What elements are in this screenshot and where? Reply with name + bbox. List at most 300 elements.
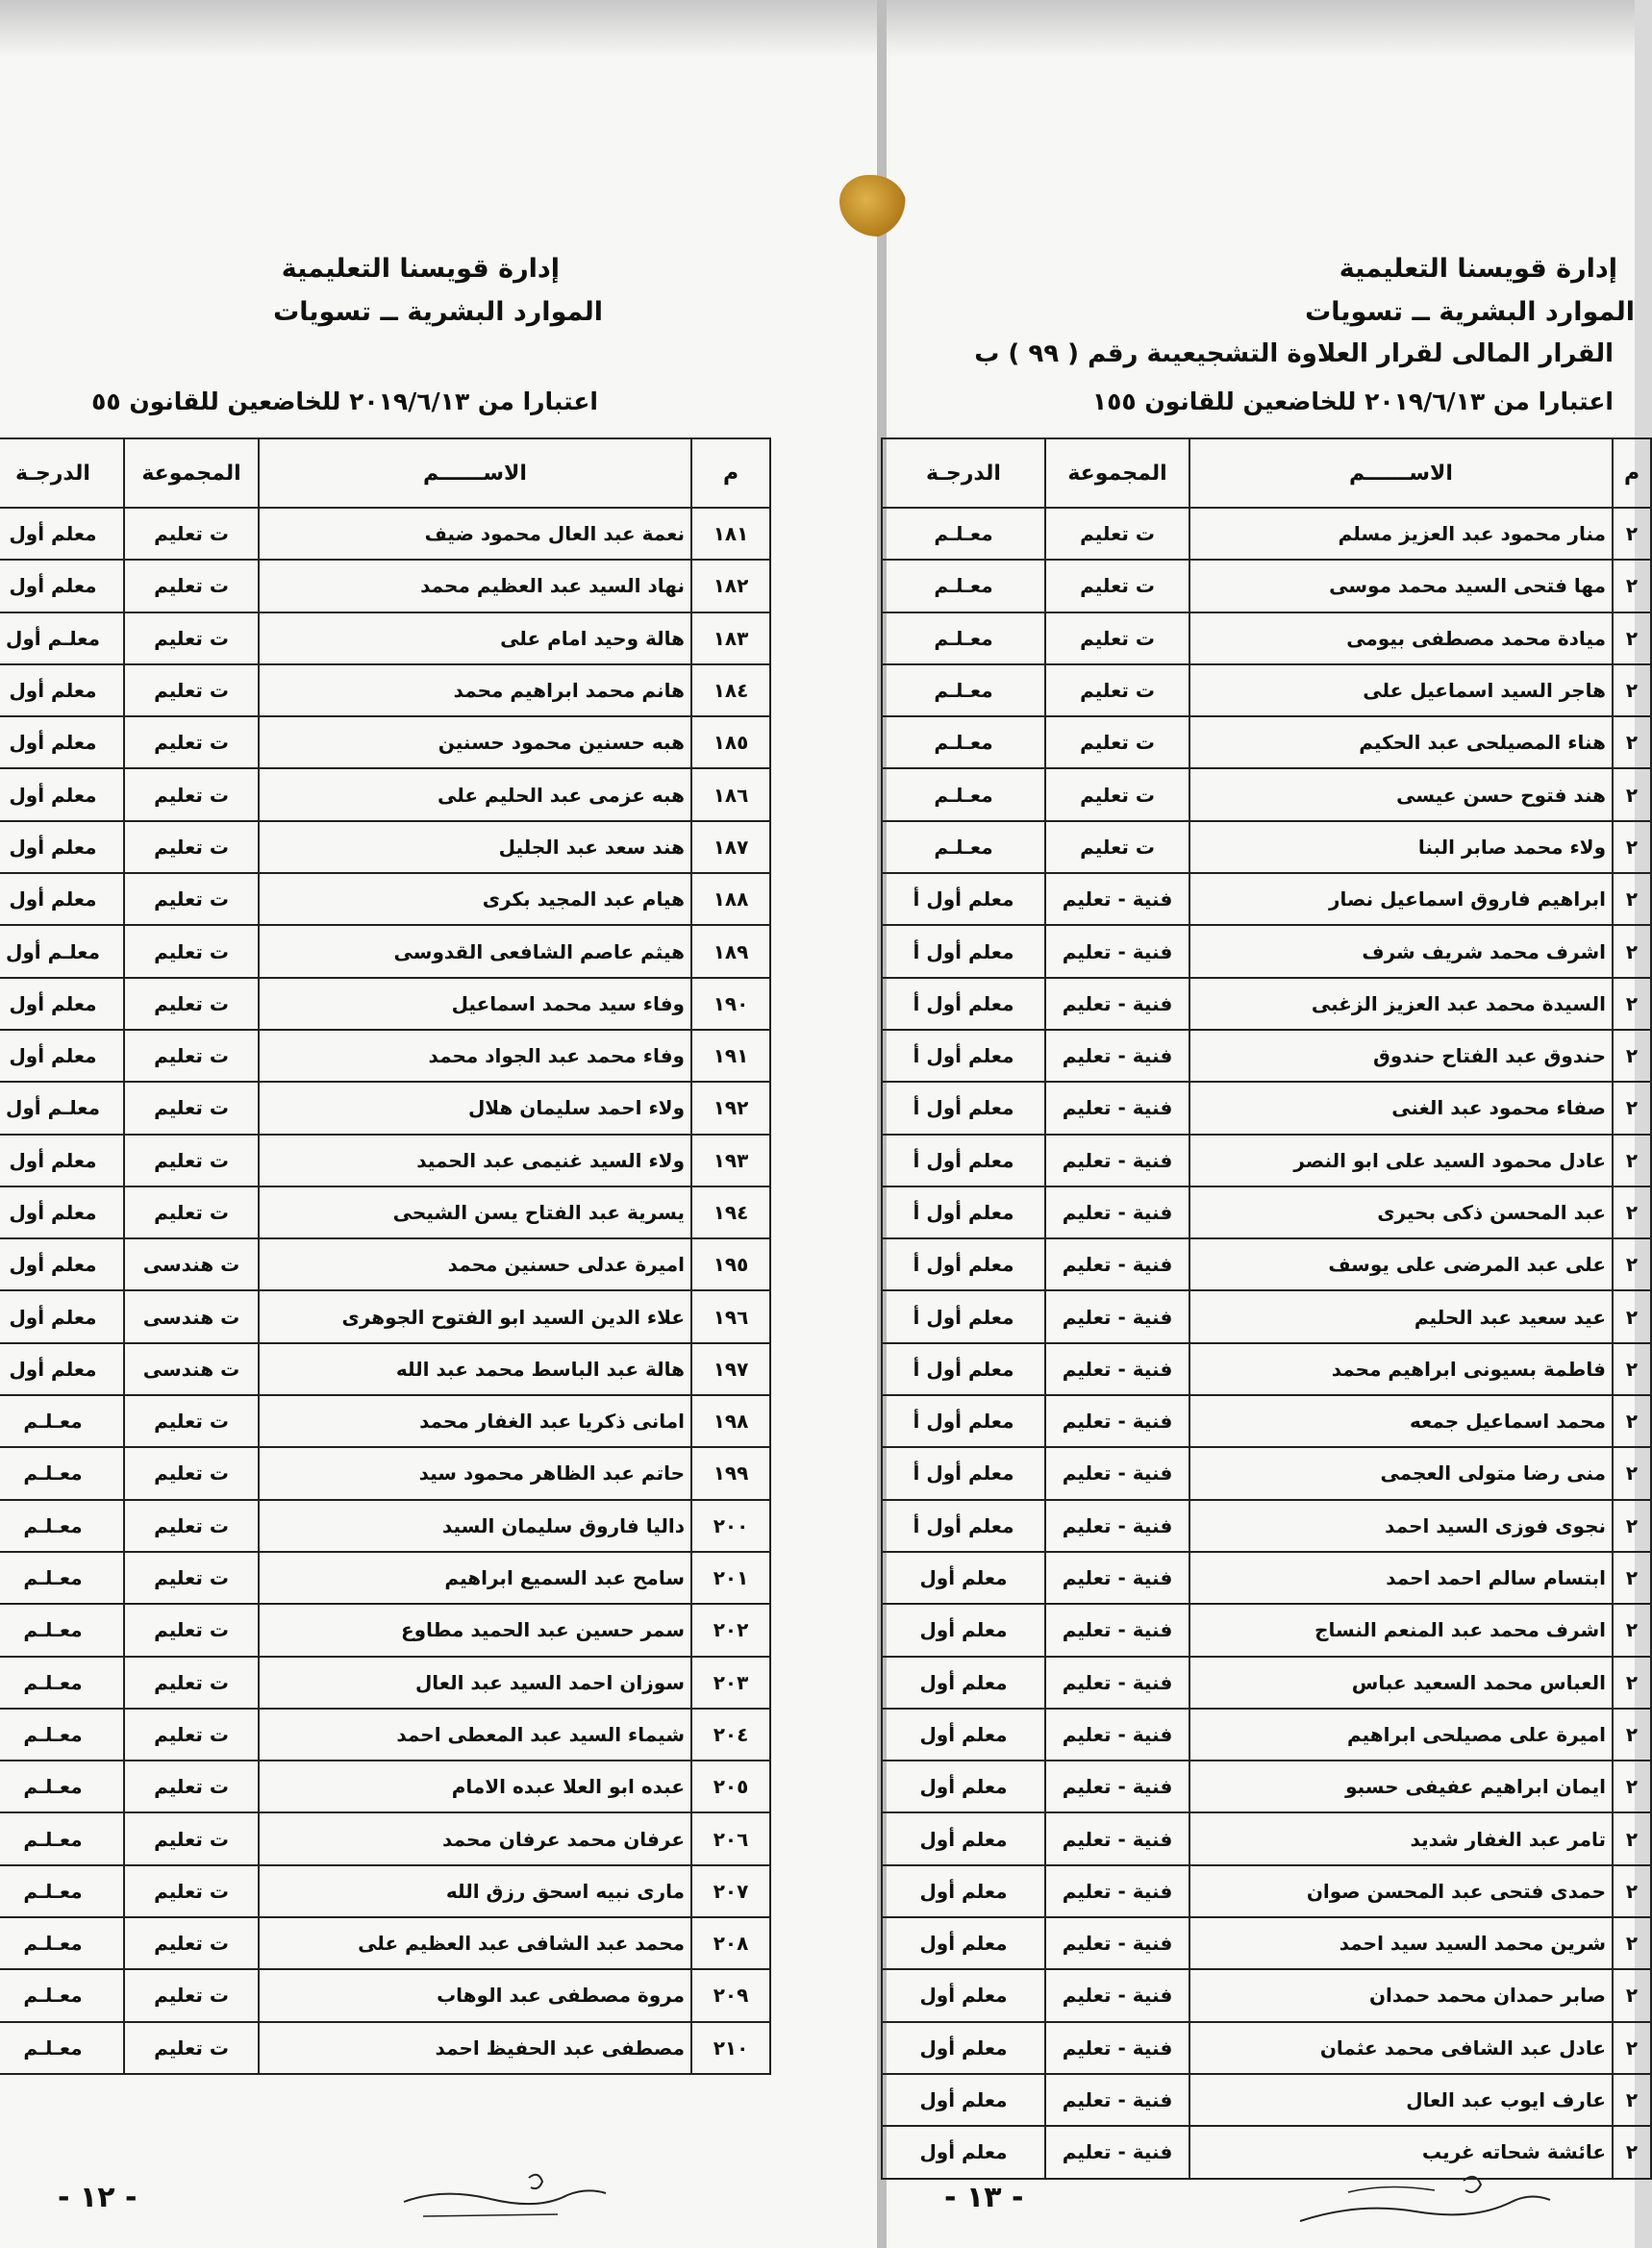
row-group: فنية - تعليم bbox=[1045, 1657, 1189, 1709]
table-row bbox=[882, 1447, 1651, 1499]
row-grade: معلم أول bbox=[0, 873, 124, 925]
row-group: فنية - تعليم bbox=[1045, 925, 1189, 977]
table-row bbox=[882, 1865, 1651, 1917]
row-grade: معلم أول bbox=[882, 1865, 1045, 1917]
row-grade: معلم أول bbox=[882, 1761, 1045, 1812]
row-group: ت تعليم bbox=[124, 1395, 259, 1447]
row-name: منى رضا متولى العجمى bbox=[1189, 1447, 1613, 1499]
row-number: ١٨٤ bbox=[691, 664, 770, 716]
row-name: تامر عبد الغفار شديد bbox=[1189, 1812, 1613, 1864]
row-name: هانم محمد ابراهيم محمد bbox=[259, 664, 691, 716]
row-grade: معـلـم bbox=[0, 1447, 124, 1499]
row-number: ٢ bbox=[1613, 925, 1651, 977]
row-name: منار محمود عبد العزيز مسلم bbox=[1189, 508, 1613, 560]
right-page-number: - ١٣ - bbox=[944, 2181, 1024, 2214]
right-header-block3 bbox=[974, 338, 1614, 371]
row-number: ١٩٤ bbox=[691, 1186, 770, 1238]
row-name: حاتم عبد الظاهر محمود سيد bbox=[259, 1447, 691, 1499]
row-group: ت تعليم bbox=[124, 508, 259, 560]
row-number: ٢ bbox=[1613, 821, 1651, 873]
table-row bbox=[882, 1500, 1651, 1552]
row-grade: معلم أول bbox=[0, 1290, 124, 1342]
table-row bbox=[882, 978, 1651, 1030]
table-row bbox=[882, 1238, 1651, 1290]
row-number: ٢ bbox=[1613, 1709, 1651, 1761]
row-number: ٢٠٤ bbox=[691, 1709, 770, 1761]
row-group: ت تعليم bbox=[124, 1186, 259, 1238]
row-name: ولاء محمد صابر البنا bbox=[1189, 821, 1613, 873]
row-grade: معلم أول bbox=[0, 1343, 124, 1395]
row-group: ت تعليم bbox=[124, 2022, 259, 2074]
table-row bbox=[882, 1709, 1651, 1761]
row-grade: معـلـم bbox=[0, 1709, 124, 1761]
row-group: فنية - تعليم bbox=[1045, 1135, 1189, 1186]
row-number: ١٨٣ bbox=[691, 612, 770, 664]
table-row bbox=[882, 1186, 1651, 1238]
table-row bbox=[882, 664, 1651, 716]
row-grade: معـلـم bbox=[882, 664, 1045, 716]
row-group: فنية - تعليم bbox=[1045, 1761, 1189, 1812]
row-name: ولاء احمد سليمان هلال bbox=[259, 1082, 691, 1134]
row-grade: معـلـم bbox=[882, 560, 1045, 612]
row-number: ٢٠٦ bbox=[691, 1812, 770, 1864]
row-group: ت تعليم bbox=[1045, 560, 1189, 612]
row-group: ت تعليم bbox=[124, 1552, 259, 1604]
row-group: ت تعليم bbox=[124, 925, 259, 977]
row-number: ٢٠٧ bbox=[691, 1865, 770, 1917]
row-grade: معلم أول bbox=[0, 560, 124, 612]
table-row bbox=[0, 612, 770, 664]
row-grade: معلم أول أ bbox=[882, 1082, 1045, 1134]
row-grade: معلم أول bbox=[0, 1238, 124, 1290]
row-name: داليا فاروق سليمان السيد bbox=[259, 1500, 691, 1552]
table-row bbox=[882, 716, 1651, 768]
row-grade: معلم أول أ bbox=[882, 1135, 1045, 1186]
row-grade: معـلـم bbox=[0, 1917, 124, 1969]
row-number: ١٩٢ bbox=[691, 1082, 770, 1134]
table-row bbox=[882, 1082, 1651, 1134]
row-number: ٢ bbox=[1613, 1186, 1651, 1238]
row-grade: معلم أول bbox=[882, 1552, 1045, 1604]
left-header-block4 bbox=[0, 387, 877, 425]
table-row bbox=[882, 1812, 1651, 1864]
row-grade: معلم أول bbox=[0, 664, 124, 716]
table-row bbox=[882, 2022, 1651, 2074]
row-number: ٢٠٥ bbox=[691, 1761, 770, 1812]
row-number: ٢ bbox=[1613, 768, 1651, 820]
row-group: فنية - تعليم bbox=[1045, 1030, 1189, 1082]
table-row bbox=[0, 1969, 770, 2021]
row-number: ٢ bbox=[1613, 716, 1651, 768]
row-group: فنية - تعليم bbox=[1045, 1709, 1189, 1761]
row-number: ١٩٩ bbox=[691, 1447, 770, 1499]
table-row bbox=[0, 821, 770, 873]
row-grade: معـلـم bbox=[0, 1395, 124, 1447]
col-name-header: الاســــــم bbox=[259, 438, 691, 508]
row-grade: معـلـم bbox=[882, 821, 1045, 873]
row-number: ٢ bbox=[1613, 1604, 1651, 1656]
row-number: ٢ bbox=[1613, 508, 1651, 560]
row-number: ٢ bbox=[1613, 1082, 1651, 1134]
row-grade: معلم أول bbox=[882, 1812, 1045, 1864]
row-grade: معلم أول bbox=[882, 2074, 1045, 2126]
row-group: ت تعليم bbox=[124, 1030, 259, 1082]
table-row bbox=[882, 612, 1651, 664]
row-grade: معـلـم bbox=[0, 1657, 124, 1709]
row-group: ت هندسى bbox=[124, 1343, 259, 1395]
row-group: فنية - تعليم bbox=[1045, 2126, 1189, 2178]
row-grade: معلم أول bbox=[0, 1135, 124, 1186]
row-grade: معـلـم bbox=[0, 1969, 124, 2021]
row-number: ١٩٧ bbox=[691, 1343, 770, 1395]
row-grade: معـلـم bbox=[0, 1812, 124, 1864]
row-grade: معلم أول bbox=[0, 716, 124, 768]
row-grade: معـلـم bbox=[882, 612, 1045, 664]
row-number: ٢ bbox=[1613, 1343, 1651, 1395]
row-number: ٢ bbox=[1613, 873, 1651, 925]
table-row bbox=[0, 1186, 770, 1238]
row-grade: معلم أول أ bbox=[882, 978, 1045, 1030]
left-header bbox=[282, 252, 560, 286]
left-signature-icon bbox=[385, 2159, 635, 2226]
row-number: ٢ bbox=[1613, 1657, 1651, 1709]
table-row bbox=[0, 508, 770, 560]
row-number: ٢ bbox=[1613, 1238, 1651, 1290]
row-group: فنية - تعليم bbox=[1045, 873, 1189, 925]
table-row bbox=[882, 821, 1651, 873]
row-group: فنية - تعليم bbox=[1045, 1447, 1189, 1499]
row-name: نجوى فوزى السيد احمد bbox=[1189, 1500, 1613, 1552]
row-name: عارف ايوب عبد العال bbox=[1189, 2074, 1613, 2126]
row-group: ت تعليم bbox=[124, 1657, 259, 1709]
row-name: حمدى فتحى عبد المحسن صوان bbox=[1189, 1865, 1613, 1917]
row-group: ت تعليم bbox=[124, 1969, 259, 2021]
row-group: ت تعليم bbox=[124, 978, 259, 1030]
row-grade: معلم أول أ bbox=[882, 1186, 1045, 1238]
right-header-line3: القرار المالى لقرار العلاوة التشجيعيىة رقم ( ٩٩ ) ب bbox=[974, 339, 1614, 368]
row-number: ١٨٧ bbox=[691, 821, 770, 873]
row-grade: معـلـم bbox=[0, 1761, 124, 1812]
row-name: السيدة محمد عبد العزيز الزغبى bbox=[1189, 978, 1613, 1030]
row-name: عادل عبد الشافى محمد عثمان bbox=[1189, 2022, 1613, 2074]
table-row bbox=[0, 1917, 770, 1969]
right-header-line1: إدارة قويسنا التعليمية bbox=[1339, 254, 1617, 284]
row-number: ١٩٨ bbox=[691, 1395, 770, 1447]
row-group: ت تعليم bbox=[1045, 716, 1189, 768]
row-name: هيثم عاصم الشافعى القدوسى bbox=[259, 925, 691, 977]
row-group: فنية - تعليم bbox=[1045, 1186, 1189, 1238]
row-name: مها فتحى السيد محمد موسى bbox=[1189, 560, 1613, 612]
row-group: ت تعليم bbox=[1045, 664, 1189, 716]
row-number: ٢ bbox=[1613, 1552, 1651, 1604]
col-grade-header: الدرجـة bbox=[0, 438, 124, 508]
table-row bbox=[882, 1761, 1651, 1812]
row-group: ت هندسى bbox=[124, 1290, 259, 1342]
row-group: ت هندسى bbox=[124, 1238, 259, 1290]
row-group: فنية - تعليم bbox=[1045, 1969, 1189, 2021]
row-group: ت تعليم bbox=[124, 768, 259, 820]
row-name: مارى نبيه اسحق رزق الله bbox=[259, 1865, 691, 1917]
row-group: فنية - تعليم bbox=[1045, 1552, 1189, 1604]
row-grade: معـلـم bbox=[0, 1865, 124, 1917]
row-number: ١٩٦ bbox=[691, 1290, 770, 1342]
row-name: عائشة شحاته غريب bbox=[1189, 2126, 1613, 2178]
table-row bbox=[882, 2074, 1651, 2126]
table-row bbox=[0, 1500, 770, 1552]
table-row bbox=[882, 508, 1651, 560]
table-row bbox=[0, 560, 770, 612]
row-number: ٢ bbox=[1613, 612, 1651, 664]
row-number: ٢٠١ bbox=[691, 1552, 770, 1604]
table-row bbox=[882, 1135, 1651, 1186]
row-grade: معلم أول bbox=[0, 821, 124, 873]
row-name: وفاء سيد محمد اسماعيل bbox=[259, 978, 691, 1030]
row-number: ٢٠٣ bbox=[691, 1657, 770, 1709]
table-row bbox=[0, 768, 770, 820]
row-group: ت تعليم bbox=[124, 1135, 259, 1186]
row-grade: معلم أول bbox=[0, 1186, 124, 1238]
row-group: فنية - تعليم bbox=[1045, 2074, 1189, 2126]
row-name: ايمان ابراهيم عفيفى حسبو bbox=[1189, 1761, 1613, 1812]
row-name: هند سعد عبد الجليل bbox=[259, 821, 691, 873]
table-row bbox=[0, 1238, 770, 1290]
row-group: فنية - تعليم bbox=[1045, 1082, 1189, 1134]
row-name: وفاء محمد عبد الجواد محمد bbox=[259, 1030, 691, 1082]
left-table bbox=[0, 437, 771, 2075]
table-row bbox=[882, 1552, 1651, 1604]
row-group: فنية - تعليم bbox=[1045, 978, 1189, 1030]
row-name: اشرف محمد شريف شرف bbox=[1189, 925, 1613, 977]
row-group: ت تعليم bbox=[124, 1500, 259, 1552]
row-number: ٢ bbox=[1613, 1812, 1651, 1864]
row-name: اميرة على مصيلحى ابراهيم bbox=[1189, 1709, 1613, 1761]
row-group: ت تعليم bbox=[1045, 821, 1189, 873]
table-row bbox=[882, 1604, 1651, 1656]
table-row bbox=[0, 1552, 770, 1604]
row-name: سوزان احمد السيد عبد العال bbox=[259, 1657, 691, 1709]
row-number: ٢ bbox=[1613, 1447, 1651, 1499]
col-group-header: المجموعة bbox=[124, 438, 259, 508]
row-group: ت تعليم bbox=[124, 1604, 259, 1656]
row-group: ت تعليم bbox=[124, 1812, 259, 1864]
col-name-header: الاســــــم bbox=[1189, 438, 1613, 508]
row-number: ٢٠٠ bbox=[691, 1500, 770, 1552]
row-name: سامح عبد السميع ابراهيم bbox=[259, 1552, 691, 1604]
table-row bbox=[0, 1761, 770, 1812]
row-name: نهاد السيد عبد العظيم محمد bbox=[259, 560, 691, 612]
row-group: ت تعليم bbox=[1045, 508, 1189, 560]
left-table-body bbox=[0, 508, 770, 2074]
row-group: ت تعليم bbox=[124, 1709, 259, 1761]
row-grade: معلم أول أ bbox=[882, 1395, 1045, 1447]
table-row bbox=[882, 1969, 1651, 2021]
row-grade: معلـم أول bbox=[0, 925, 124, 977]
table-row bbox=[882, 560, 1651, 612]
row-number: ٢ bbox=[1613, 1395, 1651, 1447]
row-name: هالة عبد الباسط محمد عبد الله bbox=[259, 1343, 691, 1395]
row-number: ٢ bbox=[1613, 664, 1651, 716]
row-grade: معلم أول أ bbox=[882, 1290, 1045, 1342]
row-group: فنية - تعليم bbox=[1045, 1917, 1189, 1969]
row-name: عرفان محمد عرفان محمد bbox=[259, 1812, 691, 1864]
row-name: هبه حسنين محمود حسنين bbox=[259, 716, 691, 768]
row-name: سمر حسين عبد الحميد مطاوع bbox=[259, 1604, 691, 1656]
row-grade: معلم أول bbox=[0, 508, 124, 560]
row-name: على عبد المرضى على يوسف bbox=[1189, 1238, 1613, 1290]
table-row bbox=[882, 1395, 1651, 1447]
row-group: ت تعليم bbox=[124, 1761, 259, 1812]
row-name: اميرة عدلى حسنين محمد bbox=[259, 1238, 691, 1290]
table-row bbox=[882, 1917, 1651, 1969]
row-name: محمد عبد الشافى عبد العظيم على bbox=[259, 1917, 691, 1969]
row-number: ١٩١ bbox=[691, 1030, 770, 1082]
row-name: هناء المصيلحى عبد الحكيم bbox=[1189, 716, 1613, 768]
table-row bbox=[882, 873, 1651, 925]
row-name: امانى ذكريا عبد الغفار محمد bbox=[259, 1395, 691, 1447]
row-name: مروة مصطفى عبد الوهاب bbox=[259, 1969, 691, 2021]
table-row bbox=[882, 1657, 1651, 1709]
row-grade: معـلـم bbox=[882, 768, 1045, 820]
row-name: محمد اسماعيل جمعه bbox=[1189, 1395, 1613, 1447]
row-group: ت تعليم bbox=[124, 1865, 259, 1917]
row-group: ت تعليم bbox=[124, 612, 259, 664]
col-group-header: المجموعة bbox=[1045, 438, 1189, 508]
row-name: صفاء محمود عبد الغنى bbox=[1189, 1082, 1613, 1134]
table-row bbox=[0, 1812, 770, 1864]
row-name: عيد سعيد عبد الحليم bbox=[1189, 1290, 1613, 1342]
row-number: ٢ bbox=[1613, 2126, 1651, 2178]
table-row bbox=[0, 1709, 770, 1761]
row-name: علاء الدين السيد ابو الفتوح الجوهرى bbox=[259, 1290, 691, 1342]
col-num-header: م bbox=[1613, 438, 1651, 508]
row-number: ١٨٦ bbox=[691, 768, 770, 820]
row-grade: معلم أول bbox=[882, 1604, 1045, 1656]
row-name: شرين محمد السيد سيد احمد bbox=[1189, 1917, 1613, 1969]
col-num-header: م bbox=[691, 438, 770, 508]
table-row bbox=[0, 716, 770, 768]
row-name: عبد المحسن ذكى بحيرى bbox=[1189, 1186, 1613, 1238]
row-name: ميادة محمد مصطفى بيومى bbox=[1189, 612, 1613, 664]
row-name: هالة وحيد امام على bbox=[259, 612, 691, 664]
row-number: ١٨٨ bbox=[691, 873, 770, 925]
row-grade: معـلـم bbox=[0, 2022, 124, 2074]
row-grade: معلم أول bbox=[882, 1657, 1045, 1709]
row-number: ١٨٥ bbox=[691, 716, 770, 768]
row-group: ت تعليم bbox=[124, 873, 259, 925]
row-grade: معلم أول أ bbox=[882, 1343, 1045, 1395]
row-group: ت تعليم bbox=[124, 1917, 259, 1969]
right-signature-icon bbox=[1290, 2163, 1560, 2240]
row-grade: معـلـم bbox=[882, 716, 1045, 768]
table-row bbox=[882, 925, 1651, 977]
left-header-line2: الموارد البشرية ــ تسويات bbox=[273, 297, 603, 327]
row-number: ١٨٩ bbox=[691, 925, 770, 977]
row-name: عبده ابو العلا عبده الامام bbox=[259, 1761, 691, 1812]
table-row bbox=[0, 1604, 770, 1656]
row-number: ٢٠٩ bbox=[691, 1969, 770, 2021]
row-grade: معـلـم bbox=[0, 1500, 124, 1552]
table-row bbox=[0, 1135, 770, 1186]
row-grade: معلم أول bbox=[0, 978, 124, 1030]
row-group: فنية - تعليم bbox=[1045, 2022, 1189, 2074]
table-row bbox=[0, 1030, 770, 1082]
table-row bbox=[0, 1865, 770, 1917]
row-group: ت تعليم bbox=[124, 664, 259, 716]
row-number: ١٩٥ bbox=[691, 1238, 770, 1290]
row-name: هبه عزمى عبد الحليم على bbox=[259, 768, 691, 820]
row-group: ت تعليم bbox=[124, 560, 259, 612]
row-name: مصطفى عبد الحفيظ احمد bbox=[259, 2022, 691, 2074]
row-group: ت تعليم bbox=[124, 1447, 259, 1499]
row-number: ٢ bbox=[1613, 560, 1651, 612]
row-name: فاطمة بسيونى ابراهيم محمد bbox=[1189, 1343, 1613, 1395]
row-name: ابتسام سالم احمد احمد bbox=[1189, 1552, 1613, 1604]
table-row bbox=[0, 2022, 770, 2074]
row-grade: معلم أول أ bbox=[882, 1500, 1045, 1552]
row-name: عادل محمود السيد على ابو النصر bbox=[1189, 1135, 1613, 1186]
left-page-number: - ١٢ - bbox=[58, 2181, 138, 2214]
table-row bbox=[0, 1343, 770, 1395]
row-group: فنية - تعليم bbox=[1045, 1604, 1189, 1656]
row-grade: معلم أول bbox=[0, 1030, 124, 1082]
row-number: ٢١٠ bbox=[691, 2022, 770, 2074]
row-number: ٢ bbox=[1613, 978, 1651, 1030]
row-grade: معلم أول bbox=[882, 1917, 1045, 1969]
row-number: ١٨١ bbox=[691, 508, 770, 560]
row-number: ٢ bbox=[1613, 1135, 1651, 1186]
row-name: هاجر السيد اسماعيل على bbox=[1189, 664, 1613, 716]
row-number: ١٩٣ bbox=[691, 1135, 770, 1186]
row-name: العباس محمد السعيد عباس bbox=[1189, 1657, 1613, 1709]
row-name: حندوق عبد الفتاح حندوق bbox=[1189, 1030, 1613, 1082]
row-name: ولاء السيد غنيمى عبد الحميد bbox=[259, 1135, 691, 1186]
right-header-block4 bbox=[1092, 387, 1614, 418]
row-grade: معلم أول أ bbox=[882, 1238, 1045, 1290]
right-header-line4: اعتبارا من ٢٠١٩/٦/١٣ للخاضعين للقانون ١٥٥ bbox=[1091, 387, 1614, 415]
table-row bbox=[0, 925, 770, 977]
col-grade-header: الدرجـة bbox=[882, 438, 1045, 508]
row-group: ت تعليم bbox=[1045, 768, 1189, 820]
row-group: ت تعليم bbox=[124, 1082, 259, 1134]
row-number: ٢٠٢ bbox=[691, 1604, 770, 1656]
row-name: صابر حمدان محمد حمدان bbox=[1189, 1969, 1613, 2021]
table-row bbox=[882, 1343, 1651, 1395]
right-header-block2 bbox=[1305, 295, 1635, 329]
row-grade: معلم أول أ bbox=[882, 1447, 1045, 1499]
row-group: فنية - تعليم bbox=[1045, 1812, 1189, 1864]
row-grade: معلم أول bbox=[882, 2126, 1045, 2178]
row-name: هيام عبد المجيد بكرى bbox=[259, 873, 691, 925]
row-grade: معلم أول أ bbox=[882, 1030, 1045, 1082]
left-header-block2 bbox=[273, 295, 603, 329]
right-table-body bbox=[882, 508, 1651, 2179]
row-group: فنية - تعليم bbox=[1045, 1395, 1189, 1447]
row-number: ٢ bbox=[1613, 1917, 1651, 1969]
row-name: هند فتوح حسن عيسى bbox=[1189, 768, 1613, 820]
row-grade: معلم أول bbox=[0, 768, 124, 820]
row-group: فنية - تعليم bbox=[1045, 1500, 1189, 1552]
row-name: شيماء السيد عبد المعطى احمد bbox=[259, 1709, 691, 1761]
row-number: ٢ bbox=[1613, 1761, 1651, 1812]
right-table-header-row bbox=[882, 438, 1651, 508]
row-group: ت تعليم bbox=[1045, 612, 1189, 664]
row-grade: معلم أول أ bbox=[882, 873, 1045, 925]
row-grade: معلم أول bbox=[882, 1709, 1045, 1761]
row-number: ١٩٠ bbox=[691, 978, 770, 1030]
row-grade: معلم أول bbox=[882, 2022, 1045, 2074]
table-row bbox=[0, 664, 770, 716]
table-row bbox=[882, 1030, 1651, 1082]
